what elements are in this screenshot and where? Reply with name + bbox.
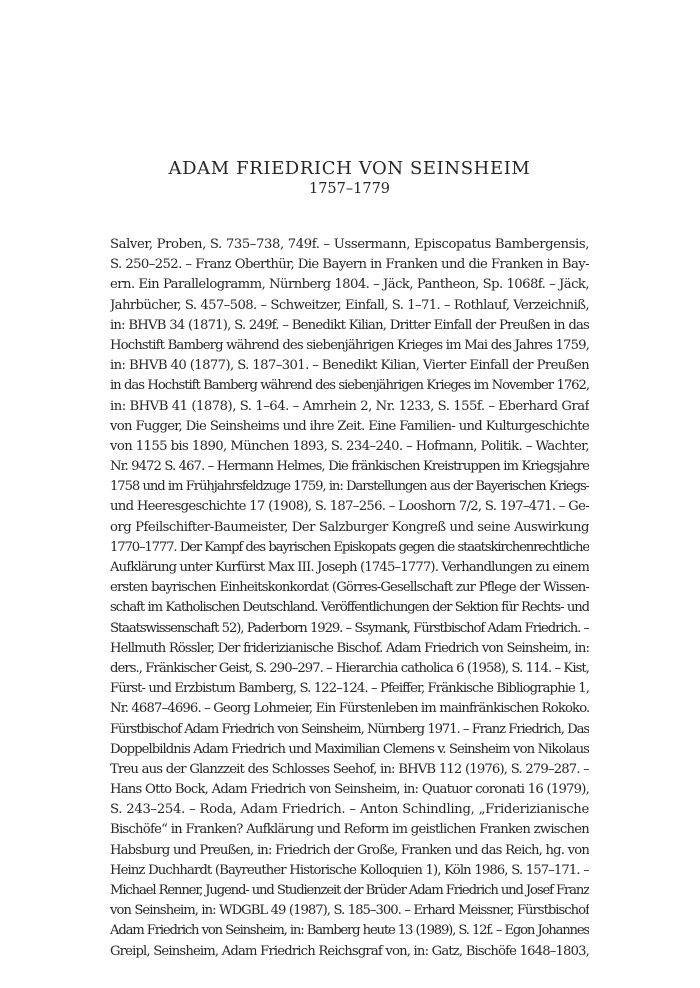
bibliography-line: Nr. 9472 S. 467. – Hermann Helmes, Die fränkischen Kreistruppen im Kriegsjahre (110, 459, 589, 475)
bibliography-line: und Heeresgeschichte 17 (1908), S. 187–256. – Looshorn 7/2, S. 197–471. – Ge- (110, 499, 589, 515)
bibliography-line: ern. Ein Parallelogramm, Nürnberg 1804. – Jäck, Pantheon, Sp. 1068f. – Jäck, (110, 277, 589, 293)
bibliography-line: Hellmuth Rössler, Der friderizianische Bischof. Adam Friedrich von Seinsheim, in: (110, 640, 589, 656)
bibliography-line: Hans Otto Bock, Adam Friedrich von Seinsheim, in: Quatuor coronati 16 (1979), (110, 782, 589, 798)
bibliography-line: Doppelbildnis Adam Friedrich und Maximilian Clemens v. Seinsheim von Nikolaus (110, 741, 589, 757)
bibliography-line: Fürst- und Erzbistum Bamberg, S. 122–124. – Pfeiffer, Fränkische Bibliographie 1, (110, 681, 589, 697)
bibliography-line: Michael Renner, Jugend- und Studienzeit der Brüder Adam Friedrich und Josef Franz (110, 883, 589, 898)
bibliography-line: S. 250–252. – Franz Oberthür, Die Bayern in Franken und die Franken in Bay- (110, 257, 589, 273)
bibliography-line: Fürstbischof Adam Friedrich von Seinsheim, Nürnberg 1971. – Franz Friedrich, Das (110, 721, 589, 737)
bibliography-line: 1770–1777. Der Kampf des bayrischen Episkopats gegen die staatskirchenrechtliche (110, 539, 589, 555)
bibliography-line: in: BHVB 41 (1878), S. 1–64. – Amrhein 2, Nr. 1233, S. 155f. – Eberhard Graf (110, 398, 589, 414)
page-title: ADAM FRIEDRICH VON SEINSHEIM (168, 158, 531, 179)
bibliography-line: Greipl, Seinsheim, Adam Friedrich Reichsgraf von, in: Gatz, Bischöfe 1648–1803, (110, 943, 589, 959)
bibliography-line: von 1155 bis 1890, München 1893, S. 234–240. – Hofmann, Politik. – Wachter, (110, 438, 589, 454)
bibliography-line: ders., Fränkischer Geist, S. 290–297. – Hierarchia catholica 6 (1958), S. 114. – Kist, (110, 660, 589, 676)
bibliography-line: in das Hochstift Bamberg während des siebenjährigen Krieges im November 1762, (110, 378, 589, 394)
bibliography-line: Jahrbücher, S. 457–508. – Schweitzer, Einfall, S. 1–71. – Rothlauf, Verzeichniß, (110, 297, 589, 313)
bibliography-line: ersten bayrischen Einheitskonkordat (Görres-Gesellschaft zur Pflege der Wissen- (110, 580, 589, 596)
bibliography-line: schaft im Katholischen Deutschland. Veröffentlichungen der Sektion für Rechts- und (110, 600, 589, 616)
bibliography-block (110, 235, 589, 962)
bibliography-line: von Fugger, Die Seinsheims und ihre Zeit. Eine Familien- und Kulturgeschichte (110, 418, 589, 434)
bibliography-line: in: BHVB 40 (1877), S. 187–301. – Benedikt Kilian, Vierter Einfall der Preußen (110, 358, 589, 374)
bibliography-line: Treu aus der Glanzzeit des Schlosses Seehof, in: BHVB 112 (1976), S. 279–287. – (110, 761, 589, 777)
bibliography-line: org Pfeilschifter-Baumeister, Der Salzburger Kongreß und seine Auswirkung (110, 519, 589, 535)
bibliography-line: 1758 und im Frühjahrsfeldzuge 1759, in: Darstellungen aus der Bayerischen Kriegs- (110, 479, 589, 495)
bibliography-line: Bischöfe“ in Franken? Aufklärung und Reform im geistlichen Franken zwischen (110, 822, 589, 838)
bibliography-line: Hochstift Bamberg während des siebenjährigen Krieges im Mai des Jahres 1759, (110, 337, 589, 353)
bibliography-line: Aufklärung unter Kurfürst Max III. Joseph (1745–1777). Verhandlungen zu einem (110, 560, 589, 575)
bibliography-line: Nr. 4687–4696. – Georg Lohmeier, Ein Fürstenleben im mainfränkischen Rokoko. (110, 701, 589, 717)
bibliography-line: Salver, Proben, S. 735–738, 749f. – Ussermann, Episcopatus Bambergensis, (110, 237, 589, 252)
bibliography-line: Adam Friedrich von Seinsheim, in: Bamberg heute 13 (1989), S. 12f. – Egon Johannes (110, 923, 589, 939)
bibliography-line: Habsburg und Preußen, in: Friedrich der Große, Franken und das Reich, hg. von (110, 842, 589, 858)
bibliography-line: von Seinsheim, in: WDGBL 49 (1987), S. 185–300. – Erhard Meissner, Fürstbischof (110, 903, 589, 919)
tenure-dates: 1757–1779 (308, 181, 391, 197)
bibliography-line: Heinz Duchhardt (Bayreuther Historische Kolloquien 1), Köln 1986, S. 157–171. – (110, 862, 589, 878)
bibliography-line: S. 243–254. – Roda, Adam Friedrich. – Anton Schindling, „Friderizianische (110, 802, 589, 818)
bibliography-line: in: BHVB 34 (1871), S. 249f. – Benedikt Kilian, Dritter Einfall der Preußen in das (110, 317, 589, 333)
bibliography-line: Staatswissenschaft 52), Paderborn 1929. – Ssymank, Fürstbischof Adam Friedrich. – (110, 620, 589, 636)
